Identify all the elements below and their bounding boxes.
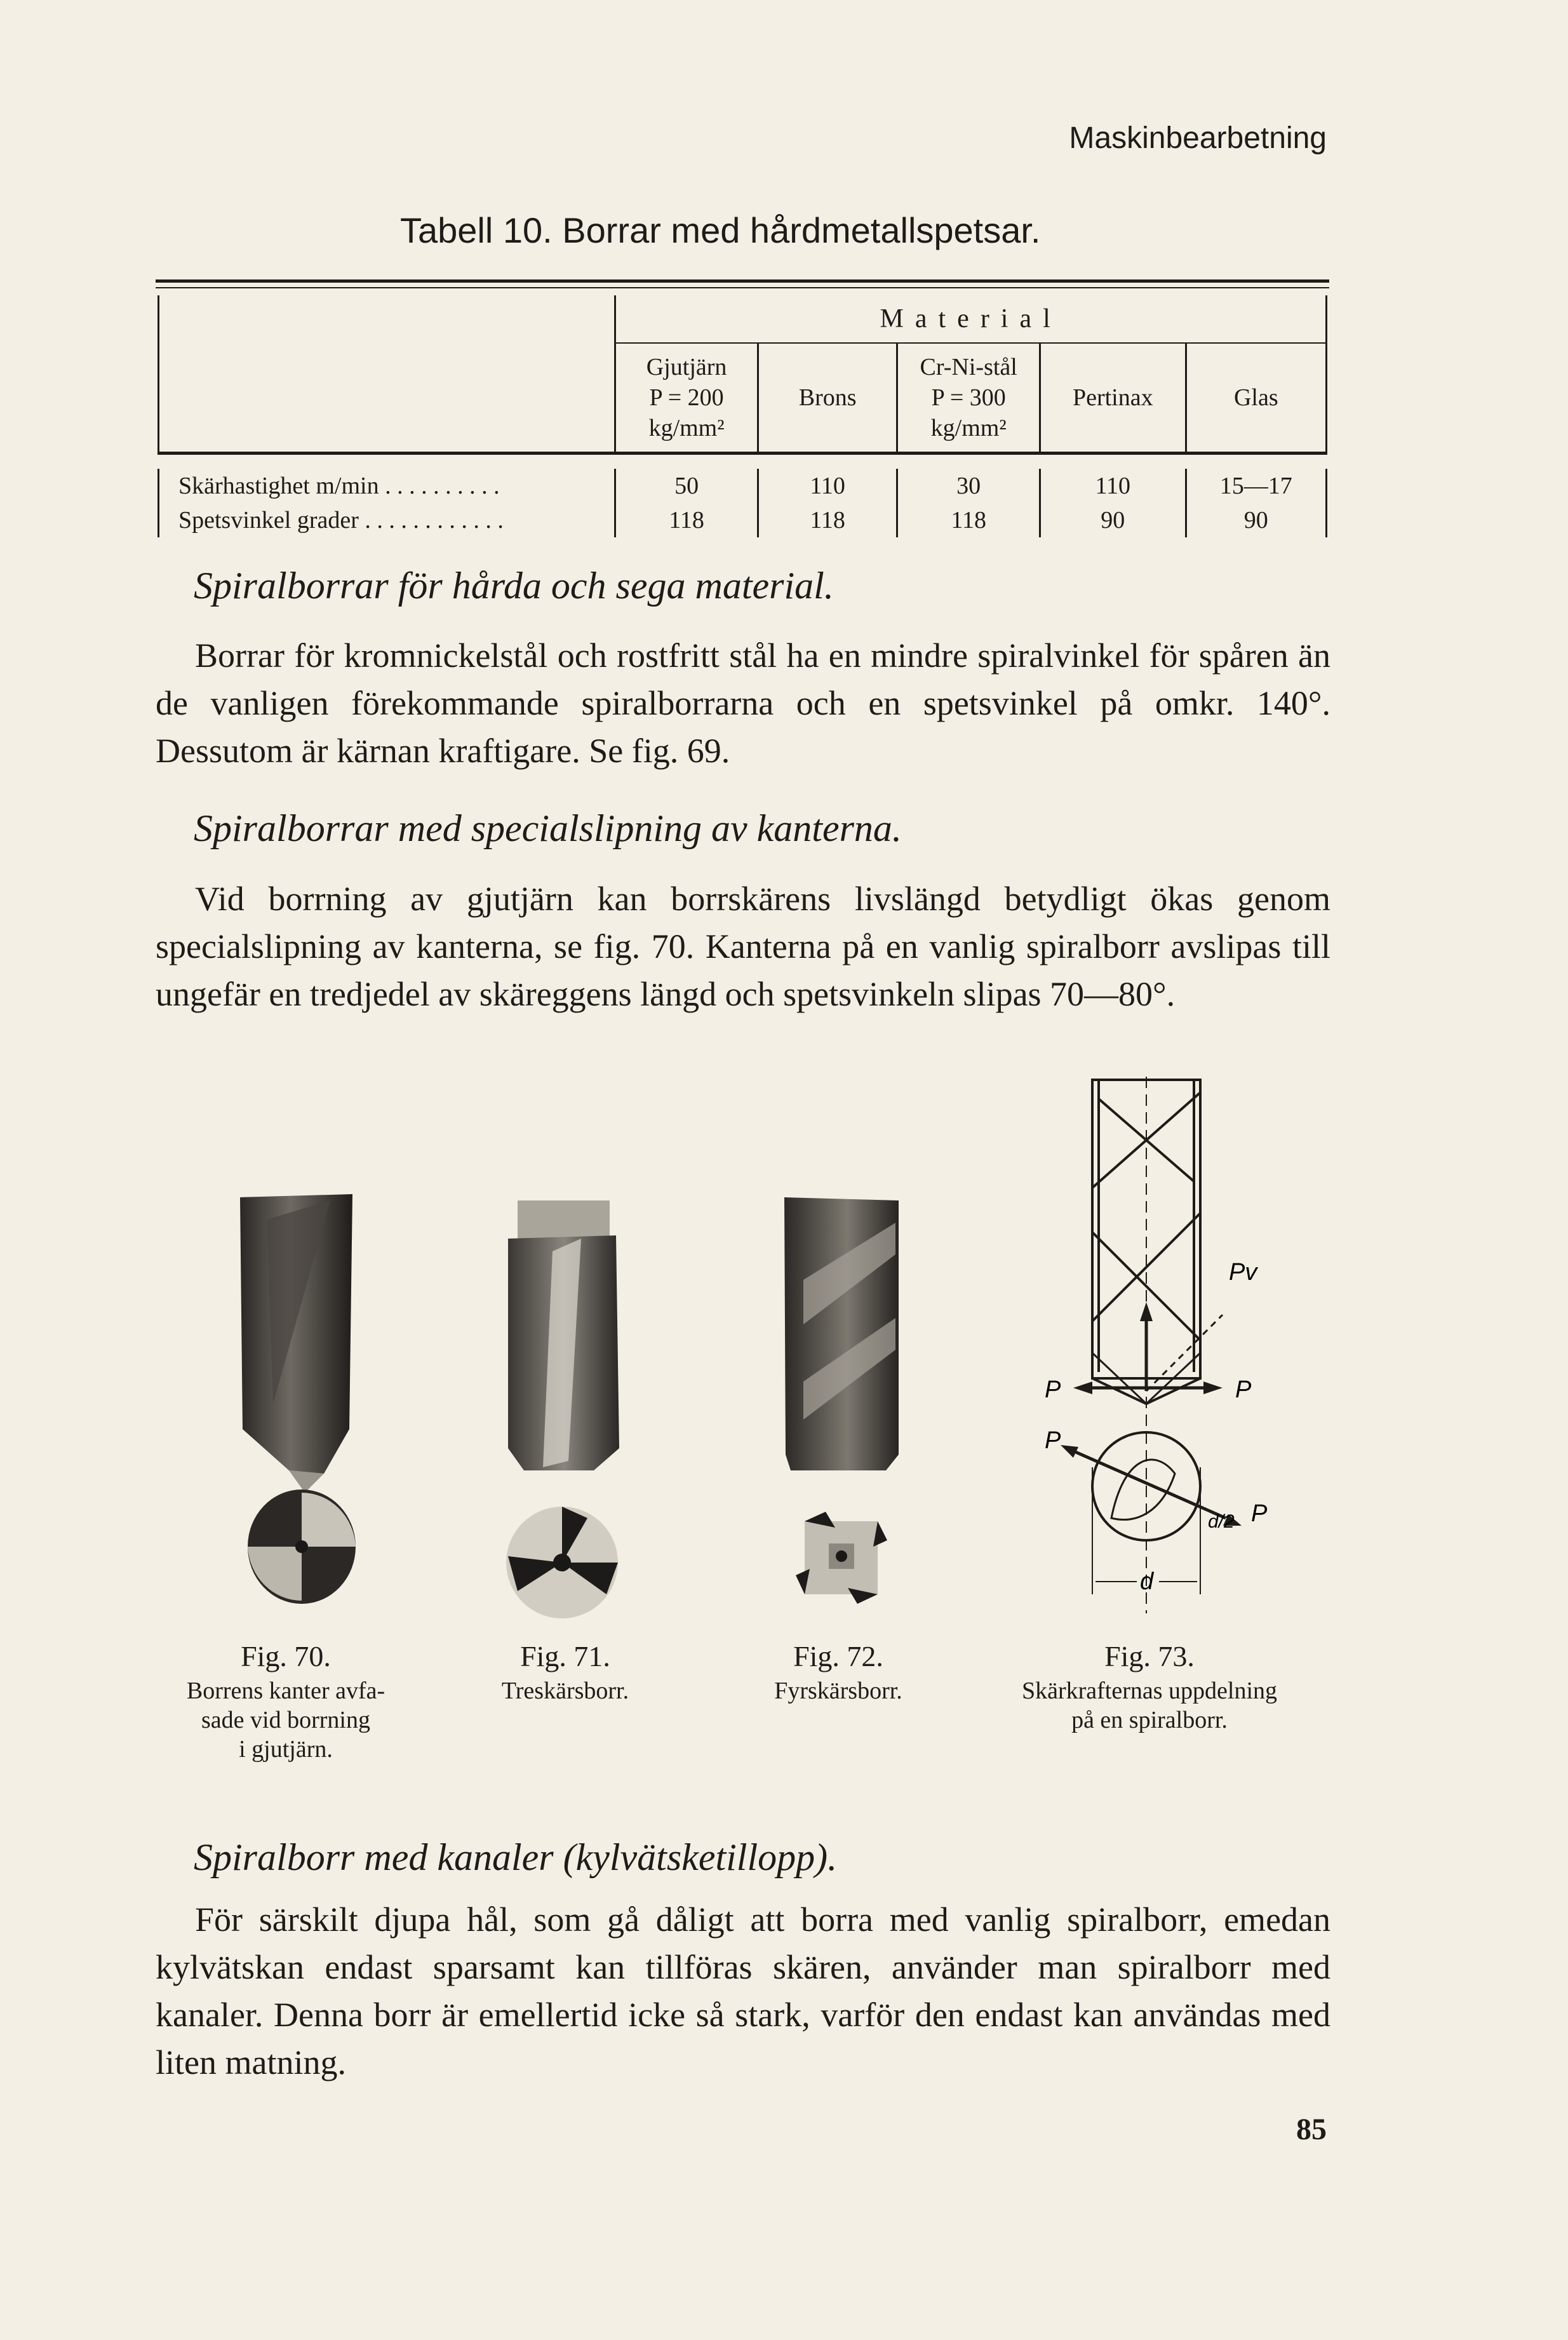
- label-p-lower-right: P: [1251, 1500, 1268, 1527]
- table-cell: 90: [1186, 503, 1326, 537]
- fig72-number: Fig. 72.: [793, 1640, 883, 1672]
- label-p-right: P: [1235, 1376, 1252, 1403]
- table-cell: 118: [615, 503, 758, 537]
- col-header-glas: Glas: [1186, 343, 1326, 454]
- table-cell: 90: [1040, 503, 1186, 537]
- table-top-rule: [156, 279, 1329, 283]
- paragraph-special-grinding: Vid borrning av gjutjärn kan borrskärens livslängd betydligt ökas genom specialslipning av kanterna, se fig. 70. Kanterna på en vanlig spiralborr avslipas till ungefär en tredjedel av skäreggens längd och spetsvinkeln slipas 70—80°.: [156, 880, 1330, 1013]
- material-group-header: Material: [615, 295, 1327, 343]
- table-cell: 110: [758, 469, 897, 503]
- label-d: d: [1140, 1568, 1154, 1595]
- paragraph-hard-materials: Borrar för kromnickelstål och rostfritt stål ha en mindre spiralvinkel för spåren än de vanligen förekommande spiralborrarna och en spetsvinkel på omkr. 140°. Dessutom är kärnan kraftigare. Se fig. 69.: [156, 636, 1330, 770]
- fig73-caption: Fig. 73. Skärkrafternas uppdelning på en spiralborr.: [965, 1642, 1334, 1735]
- paragraph-coolant-channels: För särskilt djupa hål, som gå dåligt att borra med vanlig spiralborr, emedan kylvätskan endast sparsamt kan tillföras skären, använder man spiralborr med kanaler. Denna borr är emellertid icke så stark, varför den endast kan användas med liten matning.: [156, 1900, 1330, 2081]
- material-table: [157, 295, 1327, 537]
- row-label-spetsvinkel: Spetsvinkel grader . . . . . . . . . . . .: [159, 503, 615, 537]
- fig71-number: Fig. 71.: [520, 1640, 610, 1672]
- fig70-caption: Fig. 70. Borrens kanter avfa- sade vid borrning i gjutjärn.: [146, 1642, 426, 1764]
- section-heading-special-grinding: Spiralborrar med specialslipning av kanterna.: [194, 807, 902, 849]
- label-pv: Pv: [1229, 1259, 1257, 1286]
- table-corner-cell: [159, 295, 615, 454]
- table-cell: 50: [615, 469, 758, 503]
- table-cell: 118: [897, 503, 1040, 537]
- table-cell: 30: [897, 469, 1040, 503]
- label-d-half: d/2: [1208, 1511, 1235, 1532]
- col-header-brons: Brons: [758, 343, 897, 454]
- fig71-caption: Fig. 71. Treskärsborr.: [451, 1642, 680, 1705]
- label-p-left: P: [1045, 1376, 1061, 1403]
- section-heading-coolant-channels: Spiralborr med kanaler (kylvätsketillopp).: [194, 1836, 838, 1878]
- running-head: Maskinbearbetning: [1069, 121, 1327, 155]
- table-title: Tabell 10. Borrar med hårdmetallspetsar.: [400, 210, 1041, 250]
- fig72-drill-photo: [778, 1197, 905, 1629]
- table-row: [159, 503, 1327, 537]
- table-row: [159, 469, 1327, 503]
- col-header-pertinax: Pertinax: [1040, 343, 1186, 454]
- table-cell: 110: [1040, 469, 1186, 503]
- col-header-cr-ni-stal: Cr-Ni-stål P = 300 kg/mm²: [897, 343, 1040, 454]
- fig70-drill-photo: [229, 1194, 375, 1626]
- table-top-rule-thin: [156, 287, 1329, 288]
- table-cell: 118: [758, 503, 897, 537]
- fig70-number: Fig. 70.: [241, 1640, 331, 1672]
- fig72-caption: Fig. 72. Fyrskärsborr.: [724, 1642, 953, 1705]
- section-heading-hard-materials: Spiralborrar för hårda och sega material.: [194, 565, 834, 607]
- fig73-force-diagram: [1010, 1073, 1340, 1620]
- table-cell: 15—17: [1186, 469, 1326, 503]
- header-separator: [159, 454, 1327, 469]
- page-number: 85: [1296, 2113, 1327, 2146]
- col-header-gjutjarn: Gjutjärn P = 200 kg/mm²: [615, 343, 758, 454]
- fig71-drill-photo: [499, 1200, 626, 1626]
- row-label-skarhastighet: Skärhastighet m/min . . . . . . . . . .: [159, 469, 615, 503]
- label-p-lower-left: P: [1045, 1427, 1061, 1454]
- fig73-number: Fig. 73.: [1104, 1640, 1195, 1672]
